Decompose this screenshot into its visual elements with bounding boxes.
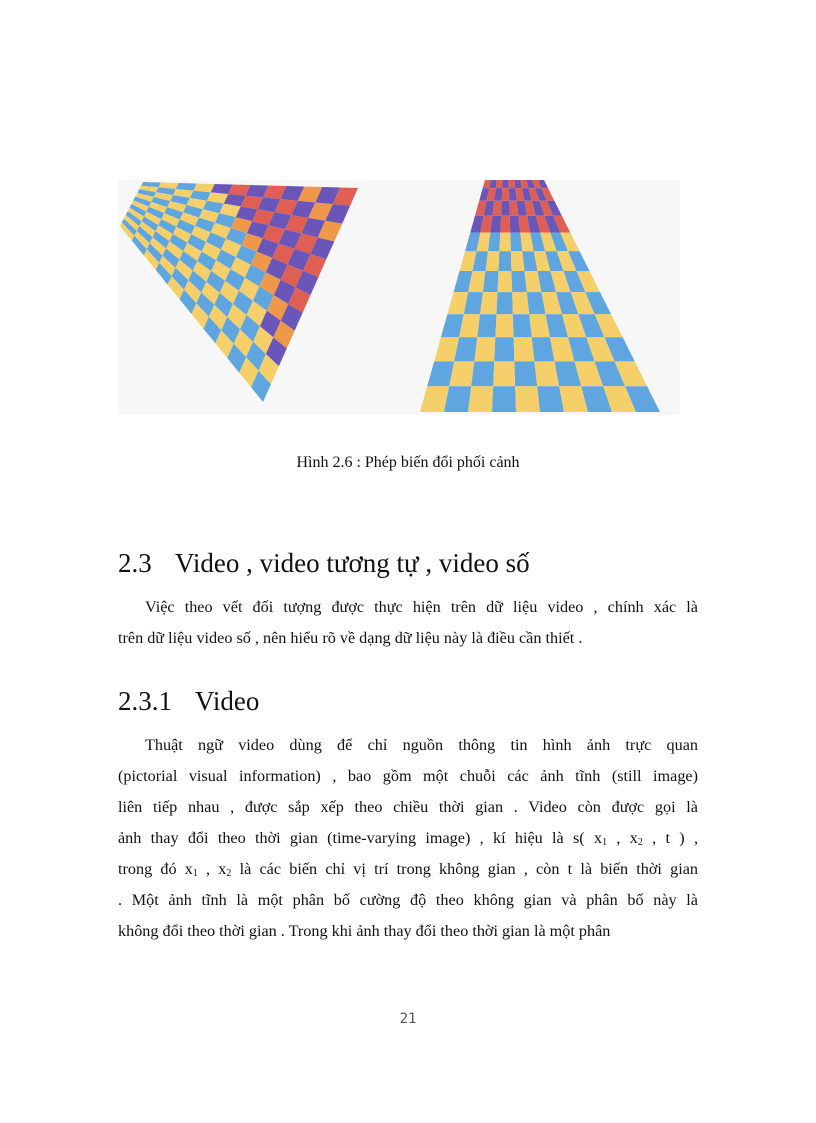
section-paragraph bbox=[118, 592, 698, 654]
checker-tile bbox=[510, 233, 522, 252]
checker-tile bbox=[501, 201, 510, 216]
checker-tile bbox=[499, 251, 512, 271]
checker-tile bbox=[514, 337, 535, 361]
subsection-title: Video bbox=[195, 686, 260, 716]
checker-tile bbox=[480, 292, 497, 314]
perspective-checkerboards bbox=[118, 180, 680, 415]
section-number: 2.3 bbox=[118, 548, 152, 578]
checker-tile bbox=[498, 271, 513, 292]
section-title: Video , video tương tự , video số bbox=[175, 548, 530, 578]
checker-tile bbox=[492, 386, 516, 412]
paragraph-line: Việc theo vết đối tượng được thực hiện trên dữ liệu video , chính xác là bbox=[145, 598, 698, 616]
checker-tile bbox=[512, 292, 529, 314]
paragraph-line: liên tiếp nhau , được sắp xếp theo chiều thời gian . Video còn được gọi là bbox=[118, 798, 698, 816]
checker-tile bbox=[512, 271, 527, 292]
checker-tile bbox=[509, 180, 516, 188]
subsection-heading bbox=[118, 686, 259, 717]
checker-tile bbox=[502, 180, 509, 188]
checker-tile bbox=[515, 386, 540, 412]
paragraph-line: trong đó $x_1$ , $x_2$ là các biến chỉ vị trí trong không gian , còn t là biến thời gian bbox=[118, 860, 698, 879]
section-heading bbox=[118, 548, 530, 579]
checker-tile bbox=[468, 386, 493, 412]
checker-tile bbox=[471, 361, 494, 386]
checker-tile bbox=[499, 233, 511, 252]
checker-tile bbox=[500, 216, 510, 233]
paragraph-line: (pictorial visual information) , bao gồm một chuỗi các ảnh tĩnh (still image) bbox=[118, 767, 698, 785]
checker-tile bbox=[483, 271, 499, 292]
subsection-paragraph bbox=[118, 730, 698, 947]
page-number: 21 bbox=[399, 1011, 417, 1027]
checker-tile bbox=[511, 251, 525, 271]
checker-tile bbox=[502, 188, 510, 201]
checker-tile bbox=[495, 314, 513, 337]
checker-tile bbox=[494, 337, 514, 361]
figure-caption: Hình 2.6 : Phép biến đổi phối cảnh bbox=[296, 454, 520, 471]
checker-tile bbox=[514, 361, 537, 386]
figure-perspective-transform bbox=[118, 180, 680, 415]
paragraph-line: Thuật ngữ video dùng để chỉ nguồn thông tin hình ảnh trực quan bbox=[145, 736, 698, 754]
checker-tile bbox=[497, 292, 513, 314]
checker-tile bbox=[509, 201, 518, 216]
checker-tile bbox=[493, 361, 515, 386]
subsection-number: 2.3.1 bbox=[118, 686, 172, 716]
checker-tile bbox=[496, 180, 503, 188]
paragraph-line: không đổi theo thời gian . Trong khi ảnh thay đổi theo thời gian là một phân bbox=[118, 922, 611, 940]
paragraph-line: trên dữ liệu video số , nên hiểu rõ về dạng dữ liệu này là điều cần thiết . bbox=[118, 629, 583, 647]
checker-tile bbox=[477, 314, 496, 337]
checker-tile bbox=[474, 337, 495, 361]
paragraph-line: . Một ảnh tĩnh là một phân bố cường độ theo không gian và phân bố này là bbox=[118, 891, 698, 909]
checker-tile bbox=[513, 314, 532, 337]
paragraph-line: ảnh thay đổi theo thời gian (time-varying image) , kí hiệu là s( $x_1$ , $x_2$ , t ) , bbox=[118, 829, 698, 848]
